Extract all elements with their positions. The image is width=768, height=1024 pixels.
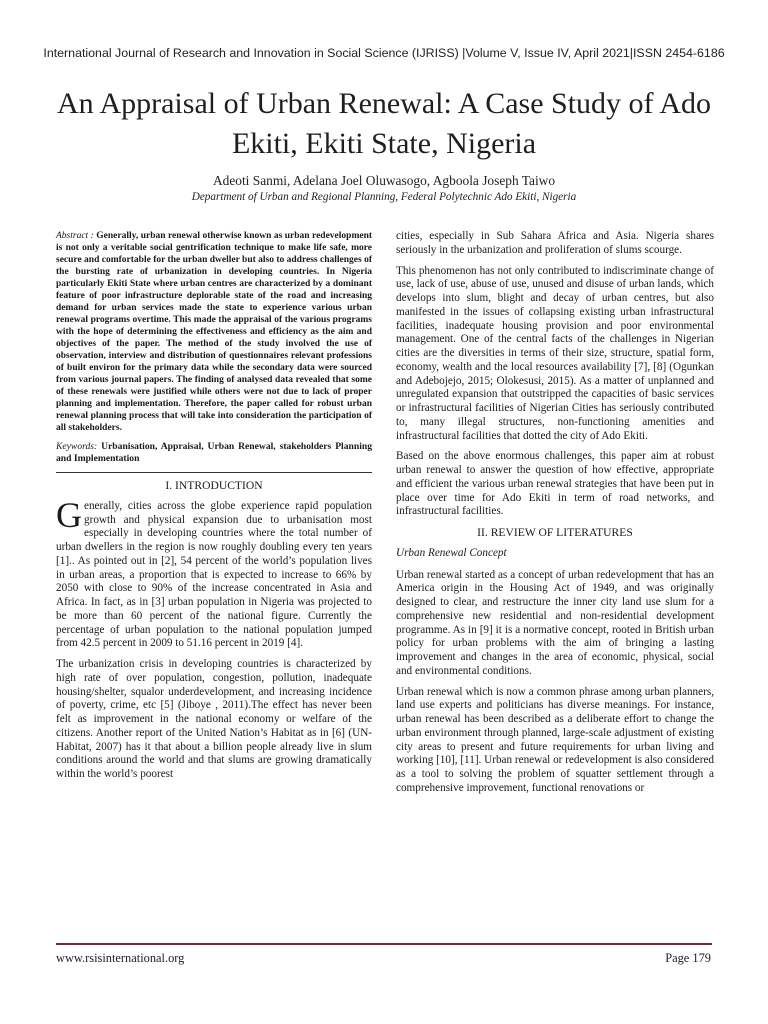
right-paragraph-4: Urban renewal started as a concept of urban redevelopment that has an America origin in the Housing Act of 1949, and was originally designed to clear, and restructure the inner city land use slum for a comprehensive new residential and non-residential development programme. As in [9] it is a normative concept, rooted in British urban policy for urban problems with the aim of bringing a lasting improvement and changes in the area of economic, physical, social and environmental conditions. [396,568,714,677]
abstract-text: Generally, urban renewal otherwise known as urban redevelopment is not only a veritable social gentrification technique to make life safe, more secure and comfortable for the urban dweller but also to address challenges of the bursting rate of urbanization in developing countries. In Nigeria particularly Ekiti State where urban centres are characterized by a dominant feature of poor infrastructure deplorable state of the road and increasing demand for urban services made the state to experience various urban renewal programs overtime. This made the appraisal of the various programs with the hope of determining the effectiveness and efficiency as the aim and objectives of the paper. The method of the study involved the use of observation, interview and distribution of questionnaires relevant professions of built environ for the primary data while the secondary data were sourced from various journal papers. The finding of analysed data revealed that some of these renewals were justified while others were not due to lack of proper planning and implementation. Therefore, the paper called for robust urban renewal planning process that will take into consideration the participation of all stakeholders. [56,231,373,433]
literature-review-heading: II. REVIEW OF LITERATURES [477,526,633,539]
drop-cap: G [56,494,82,535]
introduction-heading: I. INTRODUCTION [165,479,263,492]
paper-title: An Appraisal of Urban Renewal: A Case Study of Ado Ekiti, Ekiti State, Nigeria [56,87,712,160]
right-paragraph-2: This phenomenon has not only contributed to indiscriminate change of use, lack of use, abuse of use, unused and disuse of urban lands, which develops into slum, blight and decay of urban centres, but also manifested in the issues of collapsing existing urban infrastructural facilities, inadequate housing provision and poor environmental management. One of the central facts of the challenges in Nigerian cities are the diversities in terms of their size, structure, spatial form, economy, wealth and the local resources availability [7], [8] (Ogunkan and Adebojejo, 2015; Olokesusi, 2015). As a matter of unplanned and unregulated expansion that outstripped the capacities of basic services or infrastructural facilities of Nigerian Cities has seriously contributed to, many illegal structures, non-functioning amenities and infrastructural facilities that dotted the city of Ado Ekiti. [396,264,714,442]
keywords-text: Urbanisation, Appraisal, Urban Renewal, stakeholders Planning and Implementation [56,441,372,464]
footer-divider [56,943,712,945]
affiliation: Department of Urban and Regional Planning, Federal Polytechnic Ado Ekiti, Nigeria [191,191,577,203]
abstract-label: Abstract : [56,231,94,241]
intro-paragraph-1-text: enerally, cities across the globe experience rapid population growth and physical expansion due to urbanisation most especially in developing countries where the total number of urban dwellers in the region is now roughly doubling every ten years [1].. As pointed out in [2], 54 percent of the world’s population lives in urban areas, a proportion that is expected to increase to 66% by 2050 with close to 90% of the increase concentrated in Asia and Africa. In fact, as in [3] urban population in Nigeria was projected to be more than 60 percent of the national figure. Currently the percentage of urban population to the national population jumped from 42.5 percent in 2009 to 51.16 percent in 2019 [4]. [56,499,372,650]
abstract [56,230,372,434]
keywords-label: Keywords: [56,441,98,452]
left-column [56,230,372,789]
journal-header: International Journal of Research and Innovation in Social Science (IJRISS) |Volume V, Issue IV, April 2021|ISSN 2454-6186 [43,46,725,60]
intro-paragraph-1 [56,494,372,651]
intro-paragraph-2: The urbanization crisis in developing countries is characterized by high rate of over population, congestion, pollution, inadequate housing/shelter, squalor underdevelopment, and increasing incidence of poverty, crime, etc [5] (Jiboye , 2011).The effect has never been felt as improvement in the national economy or welfare of the citizens. Another report of the United Nation’s Habitat as in [6] (UN-Habitat, 2007) has it that about a billion people already live in slum conditions around the world and that slums are growing dramatically within the world’s poorest [56,658,372,780]
keywords [56,441,372,465]
right-paragraph-3: Based on the above enormous challenges, this paper aim at robust urban renewal to answer the question of how effective, appropriate and efficient the various urban renewal strategies that have been put in place over time for Ado Ekiti in term of road networks, and infrastructural facilities. [396,450,714,518]
right-paragraph-1: cities, especially in Sub Sahara Africa and Asia. Nigeria shares seriously in the urbanization and proliferation of slums scourge. [396,230,714,256]
urban-renewal-concept-subheading: Urban Renewal Concept [396,546,507,559]
keywords-divider [56,472,372,473]
right-column [396,230,714,803]
authors: Adeoti Sanmi, Adelana Joel Oluwasogo, Agboola Joseph Taiwo [212,173,556,188]
right-paragraph-5: Urban renewal which is now a common phrase among urban planners, land use experts and politicians has diverse meanings. For instance, urban renewal has been described as a deliberate effort to change the urban environment through planned, large-scale adjustment of existing city areas to present and future requirements for urban living and working [10], [11]. Urban renewal or redevelopment is also considered as a tool to solving the problem of squatter settlement through a comprehensive improvement, functional renovations or [396,685,715,794]
footer-website: www.rsisinternational.org [56,951,185,965]
page-number: Page 179 [665,951,711,965]
